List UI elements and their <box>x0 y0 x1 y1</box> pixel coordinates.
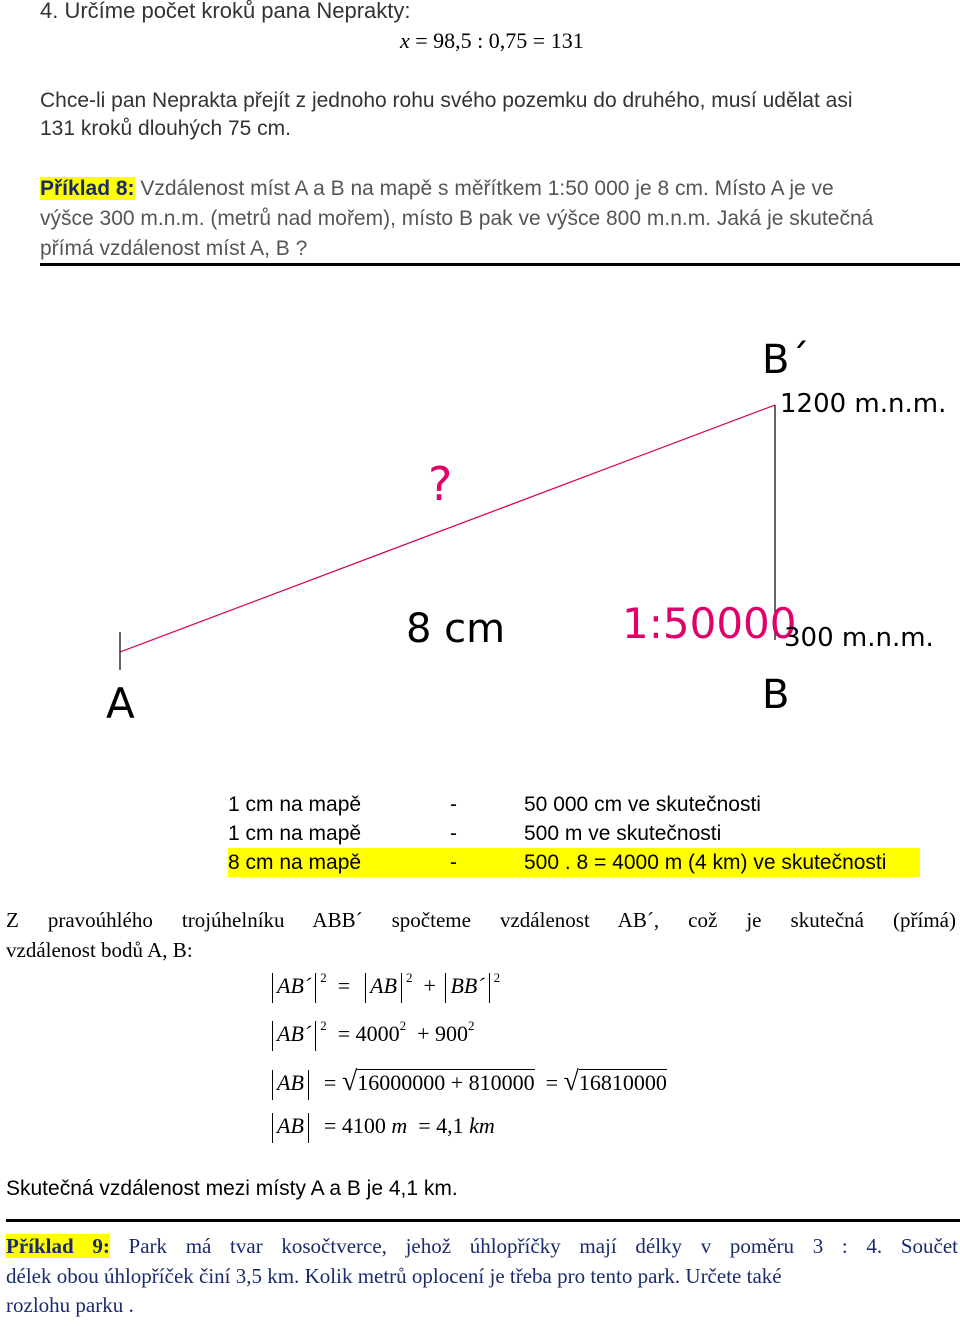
step4-conclusion-2: 131 kroků dlouhých 75 cm. <box>40 117 291 140</box>
label-question: ? <box>428 457 453 511</box>
eq2-exp1: 2 <box>320 1018 327 1033</box>
conversion-table <box>228 790 928 877</box>
eq4-value: 4100 <box>341 1113 386 1138</box>
step4-conclusion-1: Chce-li pan Neprakta přejít z jednoho rohu svého pozemku do druhého, musí udělat asi <box>40 89 853 112</box>
label-b-prime: B´ <box>762 337 810 383</box>
conversion-row <box>228 819 928 848</box>
example9-text1: Park má tvar kosočtverce, jehož úhlopříčky mají délky v poměru 3 : 4. Součet <box>109 1234 958 1258</box>
eq1-exp3: 2 <box>493 970 501 985</box>
eq2-exp3: 2 <box>468 1018 475 1033</box>
eq3-lhs: AB <box>277 1070 304 1095</box>
eq4-lhs: AB <box>277 1113 304 1138</box>
example9-line2: délek obou úhlopříček činí 3,5 km. Kolik metrů oplocení je třeba pro tento park. Určete také <box>6 1264 782 1288</box>
label-distance: 8 cm <box>406 606 506 652</box>
example9-label: Příklad 9: <box>6 1234 110 1258</box>
label-b: B <box>762 672 790 718</box>
conversion-left: 1 cm na mapě <box>228 793 362 816</box>
eq4-unit-m: m <box>391 1113 408 1138</box>
label-scale: 1:50000 <box>622 599 797 648</box>
eq1-exp2: 2 <box>406 970 413 985</box>
equation-4: AB = 4100 m = 4,1 km <box>268 1106 495 1146</box>
label-b-height: 300 m.n.m. <box>784 623 934 653</box>
equation-1: AB´ $^2$ = AB $^2$ + BB´ $^2$ <box>268 966 500 1006</box>
conversion-row <box>228 790 928 819</box>
example8-line3: přímá vzdálenost míst A, B ? <box>40 237 308 260</box>
eq1-exp1: 2 <box>320 970 327 985</box>
step4-formula: x = 98,5 : 0,75 = 131 <box>400 28 584 53</box>
section-divider <box>40 263 960 266</box>
pythagoras-intro-2: vzdálenost bodů A, B: <box>6 938 193 962</box>
eq3-radicand1: 16000000 + 810000 <box>357 1070 535 1095</box>
example9-line3: rozlohu parku . <box>6 1293 134 1317</box>
conversion-dash: - <box>450 822 457 845</box>
example9-line1 <box>6 1232 958 1261</box>
eq1-rhs-a: AB <box>370 973 398 998</box>
eq2-rhs-b: 900 <box>435 1021 469 1046</box>
equation-2: AB´ $^2 = 4000^2 + 900^2$ <box>268 1014 475 1054</box>
conversion-right: 50 000 cm ve skutečnosti <box>524 793 761 816</box>
conversion-dash: - <box>450 851 457 874</box>
eq1-lhs: AB´ <box>277 973 312 998</box>
eq3-radicand2: 16810000 <box>578 1070 667 1095</box>
eq1-rhs-b: BB´ <box>450 973 485 998</box>
section-divider-2 <box>6 1219 960 1222</box>
conversion-row-highlight <box>228 848 920 877</box>
eq4-unit-km: km <box>469 1113 495 1138</box>
equation-3: AB = √16000000 + 810000 = √16810000 <box>268 1062 667 1102</box>
eq2-lhs: AB´ <box>277 1021 312 1046</box>
eq2-rhs-a: 4000 <box>355 1021 400 1046</box>
example8-line2: výšce 300 m.n.m. (metrů nad mořem), místo B pak ve výšce 800 m.n.m. Jaká je skutečná <box>40 207 874 230</box>
pythagoras-intro-1: Z pravoúhlého trojúhelníku ABB´ spočteme vzdálenost AB´, což je skutečná (přímá) <box>6 908 956 932</box>
label-b-prime-height: 1200 m.n.m. <box>780 389 947 419</box>
triangle-diagram <box>0 300 960 740</box>
example8-label: Příklad 8: <box>40 177 135 200</box>
eq2-exp2: 2 <box>399 1018 407 1033</box>
conversion-right: 500 m ve skutečnosti <box>524 822 722 845</box>
step4-heading: 4. Určíme počet kroků pana Neprakty: <box>40 0 411 23</box>
pythagoras-result: Skutečná vzdálenost mezi místy A a B je 4,1 km. <box>6 1177 458 1200</box>
conversion-dash: - <box>450 793 457 816</box>
conversion-right: 500 . 8 = 4000 m (4 km) ve skutečnosti <box>524 851 887 874</box>
example8-line1 <box>40 174 834 203</box>
label-a: A <box>106 679 135 728</box>
example8-text1: Vzdálenost míst A a B na mapě s měřítkem 1:50 000 je 8 cm. Místo A je ve <box>134 177 834 200</box>
eq4-value-km: 4,1 <box>436 1113 464 1138</box>
conversion-left: 8 cm na mapě <box>228 851 362 874</box>
conversion-left: 1 cm na mapě <box>228 822 362 845</box>
